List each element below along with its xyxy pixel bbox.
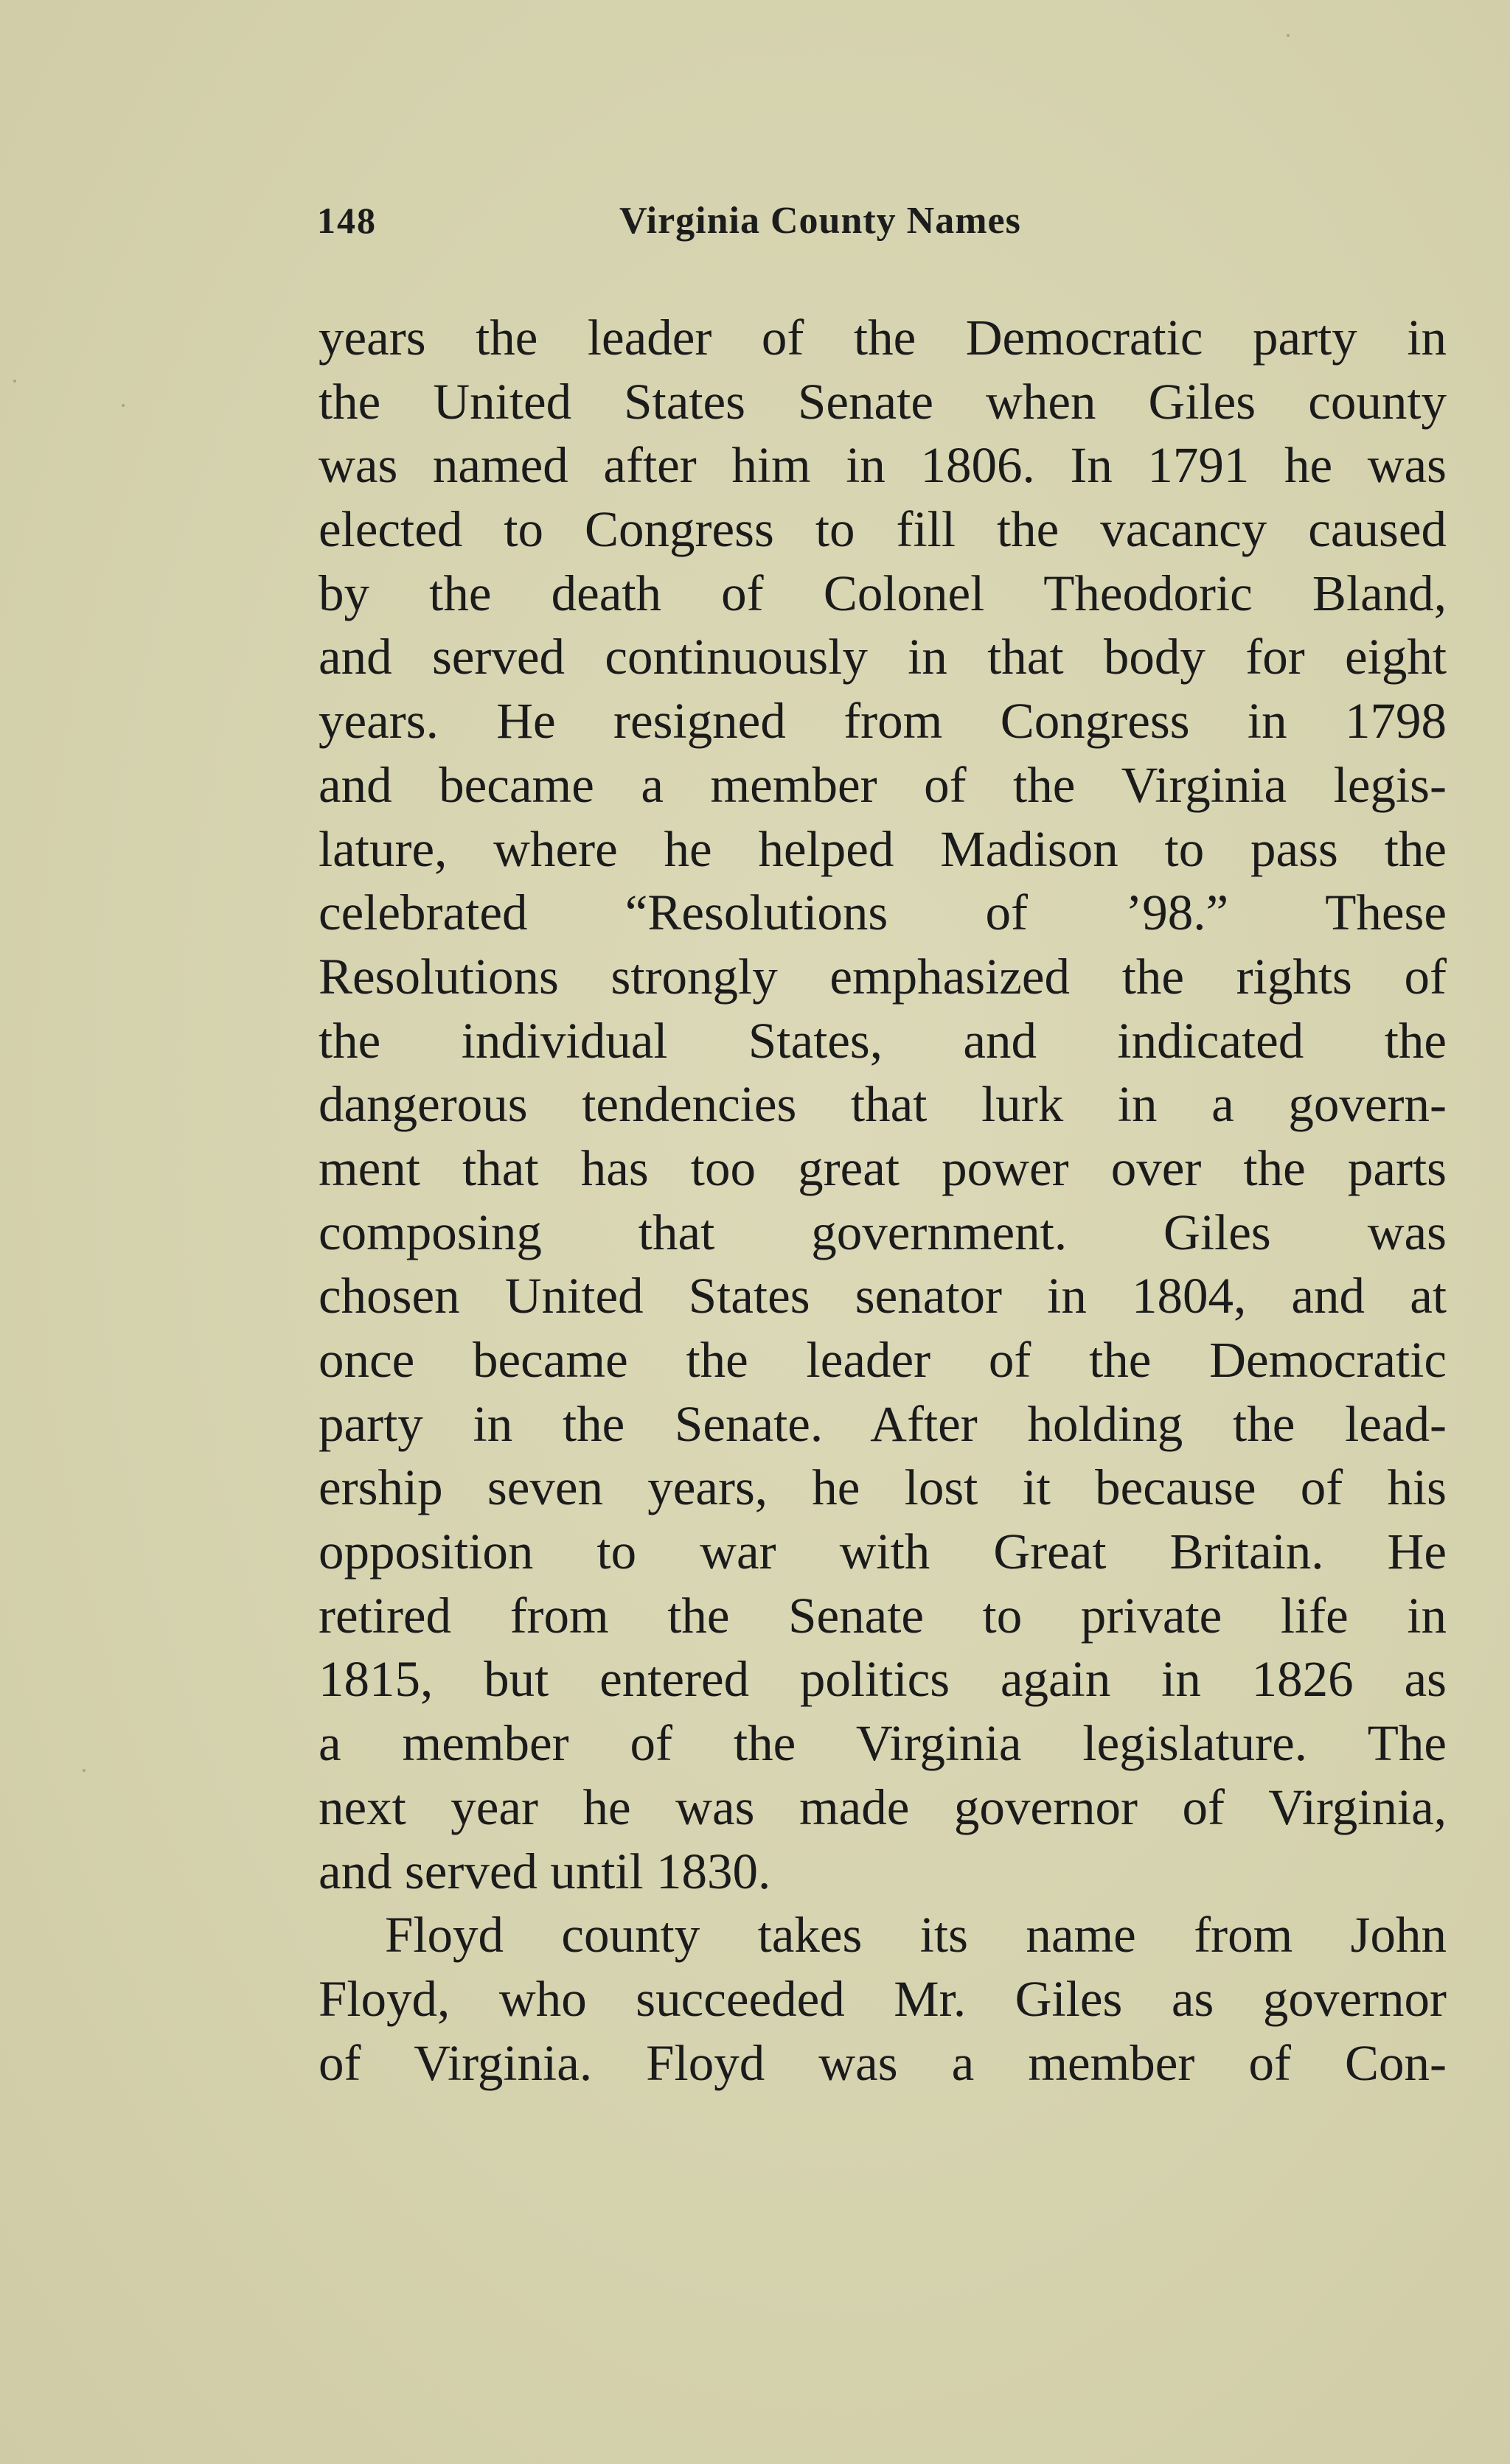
text-line: celebrated “Resolutions of ’98.” These [319, 884, 1447, 941]
text-line: elected to Congress to fill the vacancy caused [319, 501, 1447, 558]
text-line: by the death of Colonel Theodoric Bland, [319, 565, 1447, 621]
text-line: and served until 1830. [319, 1843, 771, 1899]
paper-speck [1287, 34, 1290, 37]
text-line: Floyd county takes its name from John [385, 1907, 1447, 1964]
text-line: retired from the Senate to private life in [319, 1587, 1447, 1644]
text-line: ment that has too great power over the parts [319, 1139, 1447, 1196]
text-line: composing that government. Giles was [319, 1204, 1447, 1260]
text-line: and became a member of the Virginia legis- [319, 756, 1447, 813]
text-line: lature, where he helped Madison to pass the [319, 820, 1447, 877]
text-line: once became the leader of the Democratic [319, 1332, 1447, 1388]
text-line: chosen United States senator in 1804, and at [319, 1268, 1447, 1325]
paper-speck [83, 1769, 86, 1772]
text-line: of Virginia. Floyd was a member of Con- [319, 2034, 1447, 2091]
text-line: 1815, but entered politics again in 1826 as [319, 1651, 1447, 1708]
text-line: Floyd, who succeeded Mr. Giles as governor [319, 1970, 1447, 2027]
text-line: years the leader of the Democratic party in [319, 310, 1447, 366]
text-line: the individual States, and indicated the [319, 1012, 1447, 1069]
text-line: dangerous tendencies that lurk in a govern- [319, 1076, 1447, 1133]
text-line: next year he was made governor of Virginia, [319, 1779, 1447, 1835]
text-line: Resolutions strongly emphasized the rights of [319, 948, 1447, 1005]
text-line: a member of the Virginia legislature. The [319, 1715, 1447, 1772]
text-line: party in the Senate. After holding the lead- [319, 1395, 1447, 1452]
text-line: the United States Senate when Giles county [319, 373, 1447, 430]
text-line: was named after him in 1806. In 1791 he was [319, 437, 1447, 494]
text-line: and served continuously in that body for eight [319, 629, 1447, 685]
body-text [319, 306, 1447, 2095]
paper-speck [13, 380, 16, 383]
running-head [317, 199, 1143, 258]
paper-speck [122, 404, 125, 407]
book-title: Virginia County Names [619, 200, 1021, 242]
text-line: years. He resigned from Congress in 1798 [319, 693, 1447, 750]
paragraph [319, 306, 1447, 1903]
page-number: 148 [317, 200, 377, 241]
text-line: opposition to war with Great Britain. He [319, 1524, 1447, 1580]
paragraph [319, 1903, 1447, 2095]
text-line: ership seven years, he lost it because of his [319, 1459, 1447, 1516]
